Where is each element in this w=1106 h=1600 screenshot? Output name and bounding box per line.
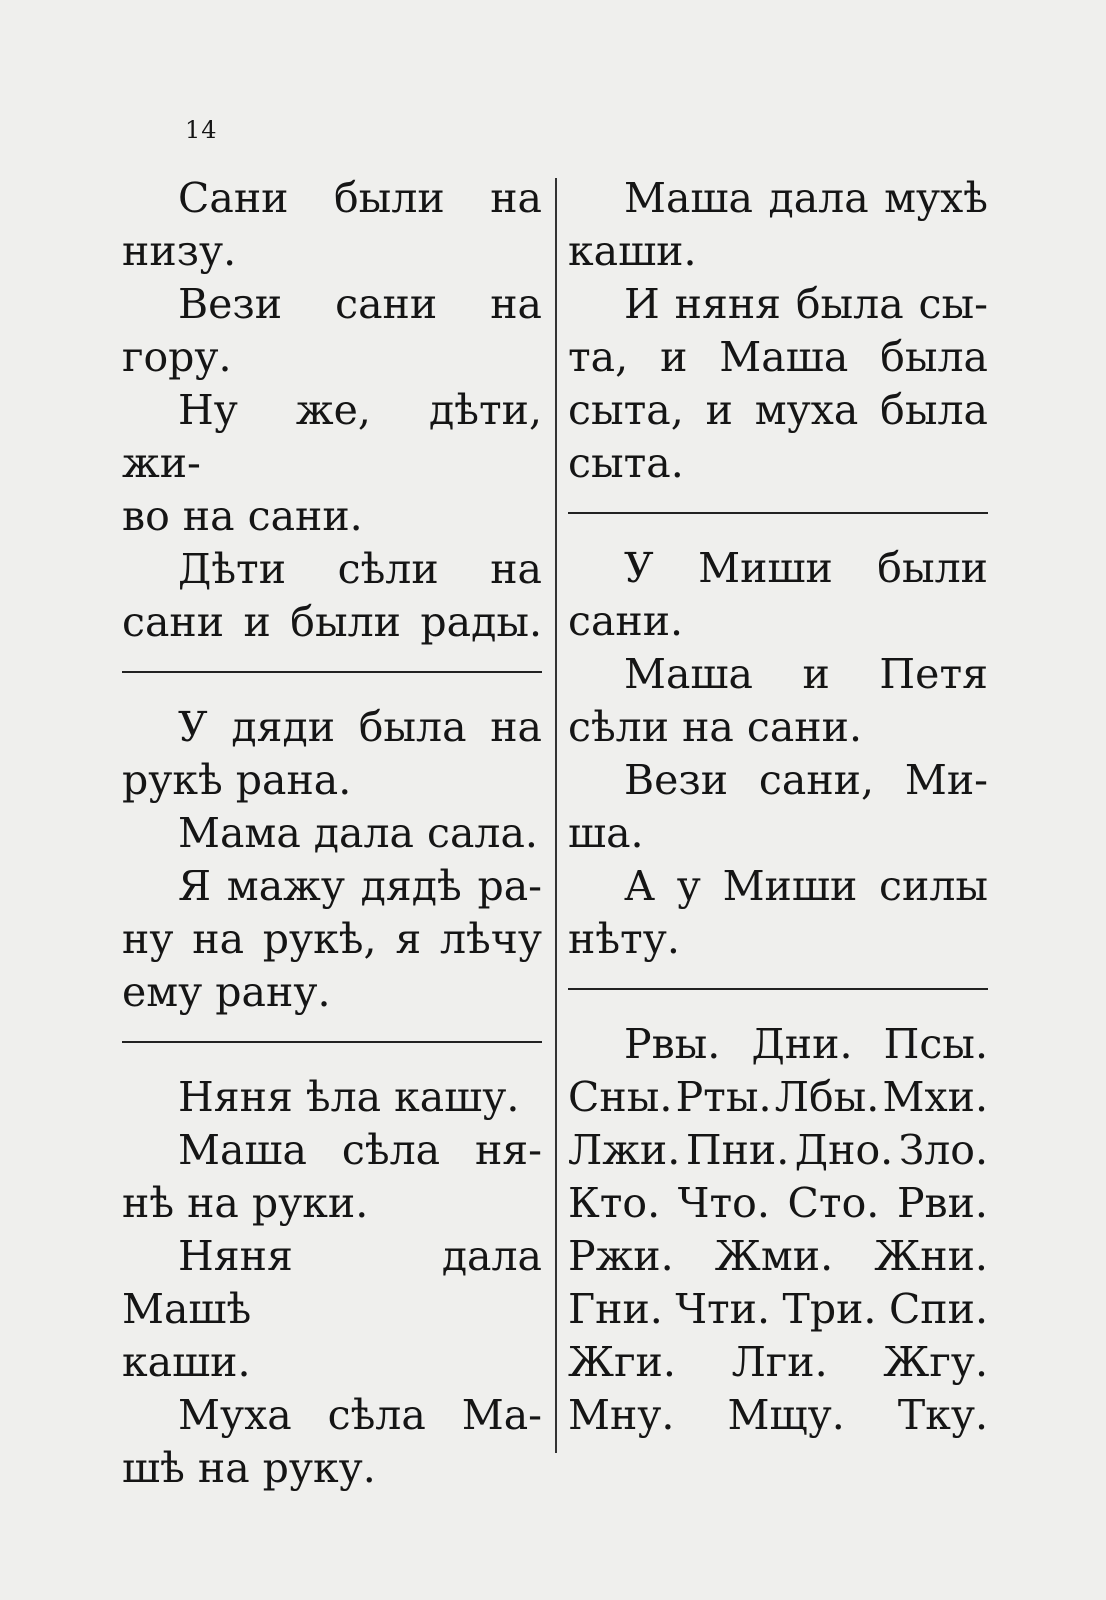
word-row bbox=[568, 1283, 988, 1336]
word: Жги. bbox=[568, 1338, 676, 1386]
word: Сто. bbox=[787, 1179, 880, 1227]
word: Жми. bbox=[714, 1232, 834, 1280]
word: Мщу. bbox=[727, 1391, 845, 1439]
text-line: во на сани. bbox=[122, 492, 363, 540]
section-divider bbox=[568, 512, 988, 514]
text-line: Дѣти сѣли на bbox=[178, 545, 542, 593]
syllable-words bbox=[568, 1018, 988, 1442]
word: Жгу. bbox=[883, 1338, 988, 1386]
word: Дни. bbox=[751, 1020, 853, 1068]
story-nyanya bbox=[122, 1071, 542, 1495]
word: Жни. bbox=[874, 1232, 988, 1280]
word: Дно. bbox=[794, 1126, 894, 1174]
word: Рты. bbox=[675, 1073, 772, 1121]
page-number: 14 bbox=[185, 116, 218, 144]
left-column bbox=[122, 172, 542, 1495]
text-line: Вези сани на bbox=[178, 280, 542, 328]
text-line: Я мажу дядѣ ра- bbox=[178, 862, 542, 910]
word: Тку. bbox=[897, 1391, 988, 1439]
word: Пни. bbox=[685, 1126, 790, 1174]
word: Сны. bbox=[568, 1073, 673, 1121]
text-line: сыта. bbox=[568, 439, 684, 487]
word-row bbox=[568, 1230, 988, 1283]
text-line: У дяди была на bbox=[178, 703, 542, 751]
word: Рви. bbox=[896, 1179, 988, 1227]
word: Лжи. bbox=[568, 1126, 681, 1174]
text-line: рукѣ рана. bbox=[122, 756, 352, 804]
text-line: Няня дала Машѣ bbox=[122, 1232, 542, 1333]
word-row bbox=[568, 1124, 988, 1177]
text-line: ему рану. bbox=[122, 968, 331, 1016]
word: Чти. bbox=[675, 1285, 771, 1333]
word: Кто. bbox=[568, 1179, 661, 1227]
text-line: шѣ на руку. bbox=[122, 1444, 376, 1492]
text-line: Маша дала мухѣ bbox=[624, 174, 988, 222]
text-line: сани и были рады. bbox=[122, 598, 542, 646]
word-row bbox=[568, 1177, 988, 1230]
text-line: Мама дала сала. bbox=[178, 809, 538, 857]
story-sani bbox=[122, 172, 542, 649]
text-line: каши. bbox=[568, 227, 697, 275]
text-line: Маша и Петя bbox=[624, 650, 988, 698]
word: Спи. bbox=[888, 1285, 988, 1333]
text-line: нѣту. bbox=[568, 915, 680, 963]
text-line: Ну же, дѣти, жи- bbox=[122, 386, 542, 487]
story-misha bbox=[568, 542, 988, 966]
word: Мхи. bbox=[882, 1073, 988, 1121]
word-row bbox=[568, 1018, 988, 1071]
right-column bbox=[568, 172, 988, 1442]
text-line: А у Миши силы bbox=[624, 862, 988, 910]
column-divider bbox=[555, 178, 557, 1453]
text-line: Няня ѣла кашу. bbox=[178, 1073, 520, 1121]
text-line: нѣ на руки. bbox=[122, 1179, 369, 1227]
text-line: сыта, и муха была bbox=[568, 386, 988, 434]
text-line: гору. bbox=[122, 333, 232, 381]
word: Гни. bbox=[568, 1285, 663, 1333]
story-rana bbox=[122, 701, 542, 1019]
text-line: Вези сани, Ми- bbox=[624, 756, 988, 804]
section-divider bbox=[122, 1041, 542, 1043]
text-line: Маша сѣла ня- bbox=[178, 1126, 542, 1174]
word: Лбы. bbox=[774, 1073, 880, 1121]
text-line: ша. bbox=[568, 809, 644, 857]
word: Псы. bbox=[883, 1020, 988, 1068]
word: Зло. bbox=[898, 1126, 988, 1174]
text-line: низу. bbox=[122, 227, 237, 275]
word: Ржи. bbox=[568, 1232, 674, 1280]
text-line: та, и Маша была bbox=[568, 333, 988, 381]
text-line: сани. bbox=[568, 597, 684, 645]
word: Рвы. bbox=[624, 1020, 721, 1068]
word-row bbox=[568, 1071, 988, 1124]
word-row bbox=[568, 1336, 988, 1389]
word: Лги. bbox=[731, 1338, 828, 1386]
word: Что. bbox=[677, 1179, 770, 1227]
text-line: У Миши были bbox=[624, 544, 988, 592]
word: Мну. bbox=[568, 1391, 675, 1439]
text-line: Сани были на bbox=[178, 174, 542, 222]
text-line: сѣли на сани. bbox=[568, 703, 862, 751]
text-line: ну на рукѣ, я лѣчу bbox=[122, 915, 542, 963]
section-divider bbox=[122, 671, 542, 673]
word-row bbox=[568, 1389, 988, 1442]
word: Три. bbox=[782, 1285, 877, 1333]
section-divider bbox=[568, 988, 988, 990]
story-mukha bbox=[568, 172, 988, 490]
text-line: Муха сѣла Ма- bbox=[178, 1391, 542, 1439]
text-line: И няня была сы- bbox=[624, 280, 988, 328]
text-line: каши. bbox=[122, 1338, 251, 1386]
